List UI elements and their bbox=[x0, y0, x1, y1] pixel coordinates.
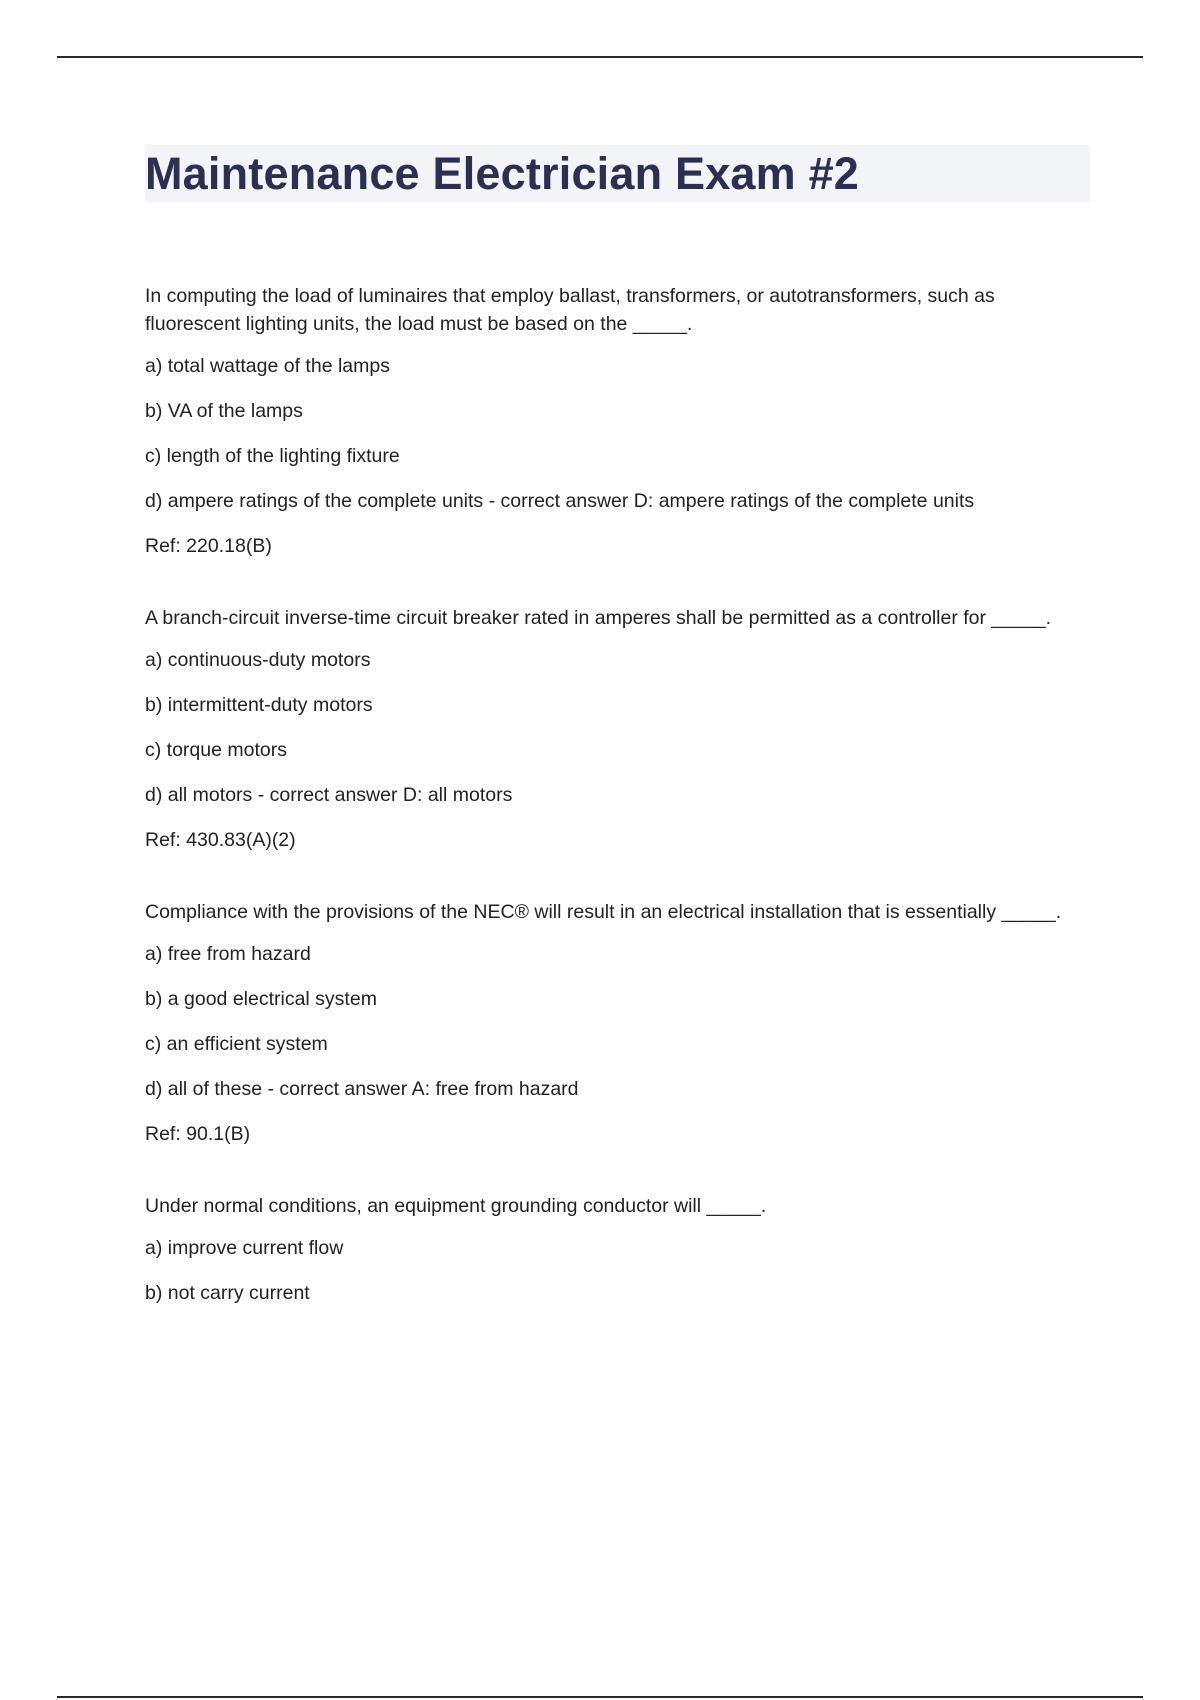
page-title: Maintenance Electrician Exam #2 bbox=[145, 148, 860, 199]
question-4 bbox=[145, 1192, 1090, 1307]
question-2 bbox=[145, 604, 1090, 854]
option-b: b) VA of the lamps bbox=[145, 400, 303, 422]
question-text: Compliance with the provisions of the NEC® will result in an electrical installation that is essentially _____. bbox=[145, 901, 1062, 923]
option-b: b) intermittent-duty motors bbox=[145, 694, 373, 716]
question-3 bbox=[145, 898, 1090, 1148]
title-banner bbox=[145, 145, 1090, 202]
page-content bbox=[145, 145, 1090, 1351]
option-d: d) all of these - correct answer A: free from hazard bbox=[145, 1078, 579, 1100]
question-text: A branch-circuit inverse-time circuit breaker rated in amperes shall be permitted as a controller for _____. bbox=[145, 607, 1052, 629]
reference: Ref: 430.83(A)(2) bbox=[145, 829, 296, 851]
option-c: c) length of the lighting fixture bbox=[145, 445, 400, 467]
option-b: b) not carry current bbox=[145, 1282, 310, 1304]
question-1 bbox=[145, 282, 1090, 560]
reference: Ref: 90.1(B) bbox=[145, 1123, 251, 1145]
top-rule bbox=[57, 56, 1143, 58]
option-d: d) all motors - correct answer D: all motors bbox=[145, 784, 513, 806]
option-d: d) ampere ratings of the complete units - correct answer D: ampere ratings of the complete units bbox=[145, 490, 975, 512]
option-a: a) improve current flow bbox=[145, 1237, 344, 1259]
reference: Ref: 220.18(B) bbox=[145, 535, 272, 557]
option-b: b) a good electrical system bbox=[145, 988, 377, 1010]
question-text: In computing the load of luminaires that employ ballast, transformers, or autotransformers, such as fluorescent lighting units, the load must be based on the _____. bbox=[145, 285, 995, 335]
bottom-rule bbox=[57, 1696, 1143, 1698]
option-c: c) an efficient system bbox=[145, 1033, 328, 1055]
question-text: Under normal conditions, an equipment grounding conductor will _____. bbox=[145, 1195, 767, 1217]
option-a: a) continuous-duty motors bbox=[145, 649, 371, 671]
option-c: c) torque motors bbox=[145, 739, 287, 761]
option-a: a) free from hazard bbox=[145, 943, 311, 965]
option-a: a) total wattage of the lamps bbox=[145, 355, 390, 377]
